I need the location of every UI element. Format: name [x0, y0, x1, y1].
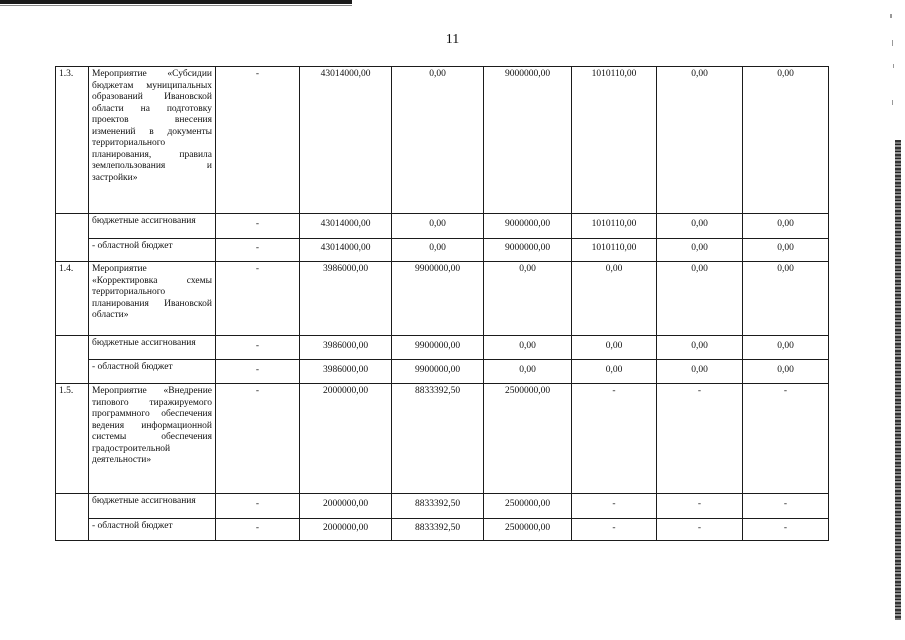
value-cell: 9900000,00	[392, 336, 484, 360]
table-subrow	[56, 214, 829, 239]
scan-speck	[890, 14, 892, 18]
value-cell: 2500000,00	[484, 519, 572, 541]
value-cell: -	[743, 384, 829, 494]
value-cell: -	[216, 384, 300, 494]
scan-speck	[892, 40, 893, 46]
value-cell: -	[572, 519, 657, 541]
table-subrow	[56, 494, 829, 519]
scan-top-rule	[0, 0, 352, 4]
value-cell: 0,00	[657, 67, 743, 214]
value-cell: 8833392,50	[392, 519, 484, 541]
subrow-label: бюджетные ассигнования	[89, 214, 216, 239]
value-cell: -	[216, 262, 300, 336]
value-cell: 0,00	[657, 262, 743, 336]
scan-top-rule-shadow	[0, 5, 352, 6]
budget-table	[55, 66, 829, 541]
measure-description: Мероприятие «Корректировка схемы территориального планирования Ивановской области»	[89, 262, 216, 336]
value-cell: 43014000,00	[300, 239, 392, 262]
value-cell: 43014000,00	[300, 214, 392, 239]
table-subrow	[56, 360, 829, 384]
table-subrow	[56, 239, 829, 262]
value-cell: -	[743, 494, 829, 519]
value-cell: 0,00	[743, 67, 829, 214]
subrow-label: - областной бюджет	[89, 360, 216, 384]
value-cell: -	[216, 239, 300, 262]
value-cell: 0,00	[743, 214, 829, 239]
value-cell: 0,00	[392, 239, 484, 262]
value-cell: -	[216, 67, 300, 214]
value-cell: -	[572, 494, 657, 519]
value-cell: 0,00	[392, 67, 484, 214]
value-cell: 3986000,00	[300, 336, 392, 360]
value-cell: 8833392,50	[392, 384, 484, 494]
value-cell: 2500000,00	[484, 494, 572, 519]
value-cell: -	[216, 336, 300, 360]
value-cell: -	[216, 519, 300, 541]
value-cell: 2000000,00	[300, 519, 392, 541]
value-cell: 0,00	[743, 262, 829, 336]
value-cell: 2500000,00	[484, 384, 572, 494]
value-cell: -	[572, 384, 657, 494]
value-cell: -	[743, 519, 829, 541]
value-cell: -	[657, 519, 743, 541]
value-cell: 0,00	[743, 336, 829, 360]
scan-speck	[893, 64, 894, 68]
value-cell: -	[216, 494, 300, 519]
value-cell: 0,00	[657, 336, 743, 360]
value-cell: 9000000,00	[484, 67, 572, 214]
measure-description: Мероприятие «Субсидии бюджетам муниципальных образований Ивановской области на подготовку проектов внесения изменений в документы территориального планирования, правила землепользования и застройки»	[89, 67, 216, 214]
subrow-label: - областной бюджет	[89, 519, 216, 541]
value-cell: 0,00	[572, 360, 657, 384]
table-subrow	[56, 519, 829, 541]
value-cell: 1010110,00	[572, 214, 657, 239]
table-row	[56, 67, 829, 214]
value-cell: 2000000,00	[300, 384, 392, 494]
value-cell: -	[657, 494, 743, 519]
scan-edge-artifact	[895, 140, 901, 620]
value-cell: 9000000,00	[484, 239, 572, 262]
value-cell: 0,00	[743, 239, 829, 262]
value-cell: 9000000,00	[484, 214, 572, 239]
value-cell: 9900000,00	[392, 262, 484, 336]
value-cell: -	[657, 384, 743, 494]
value-cell: 0,00	[484, 360, 572, 384]
value-cell: 0,00	[657, 239, 743, 262]
value-cell: 43014000,00	[300, 67, 392, 214]
value-cell: -	[216, 360, 300, 384]
value-cell: 3986000,00	[300, 262, 392, 336]
value-cell: 0,00	[657, 214, 743, 239]
value-cell: 1010110,00	[572, 239, 657, 262]
value-cell: 1010110,00	[572, 67, 657, 214]
row-index-empty	[56, 494, 89, 541]
value-cell: 3986000,00	[300, 360, 392, 384]
row-index: 1.4.	[56, 262, 89, 336]
row-index: 1.3.	[56, 67, 89, 214]
measure-description: Мероприятие «Внедрение типового тиражируемого программного обеспечения ведения информационной системы обеспечения градостроительной деятельности»	[89, 384, 216, 494]
row-index-empty	[56, 336, 89, 384]
page-number: 11	[445, 32, 460, 47]
value-cell: 2000000,00	[300, 494, 392, 519]
table-subrow	[56, 336, 829, 360]
value-cell: 0,00	[572, 336, 657, 360]
value-cell: 0,00	[392, 214, 484, 239]
value-cell: 8833392,50	[392, 494, 484, 519]
table-row	[56, 262, 829, 336]
value-cell: 0,00	[743, 360, 829, 384]
row-index: 1.5.	[56, 384, 89, 494]
subrow-label: - областной бюджет	[89, 239, 216, 262]
value-cell: 0,00	[484, 262, 572, 336]
value-cell: 0,00	[484, 336, 572, 360]
value-cell: 9900000,00	[392, 360, 484, 384]
subrow-label: бюджетные ассигнования	[89, 494, 216, 519]
value-cell: -	[216, 214, 300, 239]
subrow-label: бюджетные ассигнования	[89, 336, 216, 360]
scan-speck	[892, 100, 893, 105]
value-cell: 0,00	[572, 262, 657, 336]
value-cell: 0,00	[657, 360, 743, 384]
row-index-empty	[56, 214, 89, 262]
table-row	[56, 384, 829, 494]
